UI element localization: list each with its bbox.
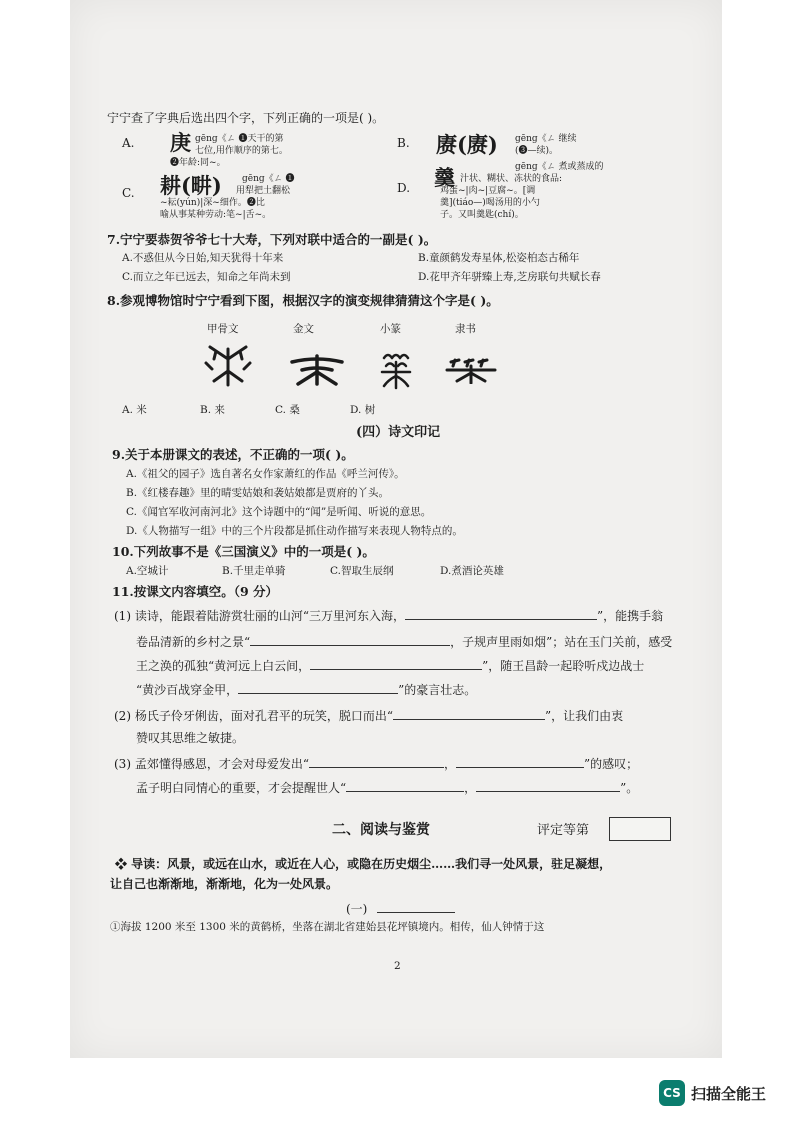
q6-option-b-line2: (❸—续)。	[515, 146, 559, 156]
blank-4[interactable]	[238, 680, 398, 694]
camscanner-brand-text: 扫描全能王	[691, 1085, 767, 1103]
q10-option-c: C.智取生辰纲	[330, 565, 394, 577]
camscanner-logo-icon: CS	[659, 1080, 685, 1106]
q6-stem: 宁宁查了字典后选出四个字，下列正确的一项是( )。	[107, 111, 385, 125]
q6-option-a-char: 庚	[170, 130, 191, 155]
q9-stem: 9.关于本册课文的表述，不正确的一项( )。	[112, 447, 354, 462]
blank-2[interactable]	[250, 632, 450, 646]
q11-p3-line1	[114, 754, 638, 772]
q6-option-c-letter: C.	[122, 186, 135, 200]
q11-p1-line2-text-b: ，子规声里雨如烟”；站在玉门关前，感受	[450, 635, 673, 649]
q11-p1-line4-text-b: ”的豪言壮志。	[398, 683, 477, 697]
page-number: 2	[394, 960, 401, 972]
q6-option-a-line1: gēng《ㄥ ❶天干的第	[195, 134, 284, 144]
q11-stem: 11.按课文内容填空。（9 分）	[112, 584, 279, 599]
q6-option-c-line2: 用犁把土翻松	[236, 186, 291, 196]
q7-option-b: B.童颜鹤发寿星体,松姿柏态古稀年	[418, 252, 580, 264]
q8-option-d: D. 树	[350, 404, 376, 416]
q6-option-a-line3: ❷年龄:同~。	[170, 158, 226, 168]
q6-option-d-line2: 汁状、糊状、冻状的食品:	[460, 174, 563, 184]
q11-p1-line1-end: ”，能携手翁	[596, 609, 664, 623]
q11-p1-line2	[136, 632, 672, 650]
blank-1[interactable]	[405, 606, 597, 620]
q8-label-seal: 小篆	[380, 323, 401, 335]
section-title-poetry: (四）诗文印记	[356, 425, 441, 440]
q9-option-b: B.《红楼春趣》里的晴雯姑娘和袭姑娘都是贾府的丫头。	[126, 487, 390, 499]
blank-7[interactable]	[456, 754, 584, 768]
q11-p1-line2-text-a: 卷品清新的乡村之景“	[136, 635, 251, 649]
q6-option-a-letter: A.	[122, 136, 135, 150]
q11-p3-line2	[136, 778, 638, 796]
q11-p1-line3-text-b: ”，随王昌龄一起聆听戍边战士	[482, 659, 645, 673]
q7-option-c: C.而立之年已远去，知命之年尚未到	[122, 271, 291, 283]
oracle-bone-glyph-icon	[200, 345, 256, 387]
q6-option-c-line1: gēng《ㄥ ❶	[242, 174, 295, 184]
q6-option-c-line3: ~耘(yún)|深~细作。❷比	[160, 198, 265, 208]
q6-option-d-char: 羹	[434, 165, 455, 190]
q7-option-a: A.不惑但从今日始,知天犹得十年来	[122, 252, 284, 264]
q8-option-a: A. 米	[122, 404, 147, 416]
q8-label-oracle: 甲骨文	[207, 323, 239, 335]
q6-option-d-line3: 鸡蛋~|肉~|豆腐~。[调	[440, 186, 536, 196]
q9-option-a: A.《祖父的园子》选自著名女作家萧红的作品《呼兰河传》。	[126, 468, 405, 480]
q6-option-d-line5: 子。又叫羹匙(chí)。	[440, 210, 524, 220]
reading1-title-label: (一)	[346, 902, 368, 916]
q6-option-b-letter: B.	[397, 136, 410, 150]
q11-p1-line4-text-a: “黄沙百战穿金甲，	[136, 683, 239, 697]
q11-p2-line1-text-b: ”，让我们由衷	[544, 709, 624, 723]
q11-p1-line1	[114, 606, 663, 624]
reading1-title-blank[interactable]	[377, 899, 455, 913]
part2-title: 二、阅读与鉴赏	[332, 822, 430, 838]
q7-stem: 7.宁宁要恭贺爷爷七十大寿，下列对联中适合的一副是( )。	[107, 232, 437, 247]
q11-p1-line3	[136, 656, 644, 674]
q11-p3-line1-end: ”的感叹；	[583, 757, 639, 771]
q11-p3-line2-comma: ，	[464, 781, 477, 795]
q7-option-d: D.花甲齐年骈臻上寿,芝房联句共赋长春	[418, 271, 601, 283]
q6-option-d-line1: gēng《ㄥ 煮或蒸成的	[515, 162, 604, 172]
bronze-inscription-glyph-icon	[288, 352, 346, 386]
q8-label-clerical: 隶书	[455, 323, 476, 335]
blank-5[interactable]	[393, 706, 545, 720]
reading1-title	[346, 899, 455, 917]
q9-option-c: C.《闻官军收河南河北》这个诗题中的“闻”是听闻、听说的意思。	[126, 506, 432, 518]
reading1-paragraph1: ①海拔 1200 米至 1300 米的黄鹤桥，坐落在湖北省建始县花坪镇境内。相传，仙人钟情于这	[110, 921, 545, 933]
q11-p1-line1-text: (1) 读诗，能跟着陆游赏壮丽的山河“三万里河东入海，	[114, 609, 405, 623]
q8-option-b: B. 来	[200, 404, 225, 416]
q8-stem: 8.参观博物馆时宁宁看到下图，根据汉字的演变规律猜猜这个字是( )。	[107, 293, 499, 308]
q10-option-a: A.空城计	[126, 565, 169, 577]
q11-p2-line1-text-a: (2) 杨氏子伶牙俐齿，面对孔君平的玩笑，脱口而出“	[114, 709, 393, 723]
blank-8[interactable]	[346, 778, 464, 792]
q11-p1-line3-text-a: 王之涣的孤独“黄河远上白云间，	[136, 659, 311, 673]
q10-option-d: D.煮酒论英雄	[440, 565, 504, 577]
q11-p2-line1	[114, 706, 623, 724]
blank-3[interactable]	[310, 656, 482, 670]
blank-9[interactable]	[476, 778, 620, 792]
q6-option-d-line4: 羹](tiáo—)喝汤用的小勺	[440, 198, 540, 208]
q6-option-c-line4: 喻从事某种劳动:笔~|舌~。	[160, 210, 272, 220]
blank-6[interactable]	[309, 754, 444, 768]
q6-option-b-char: 赓(赓)	[436, 132, 498, 157]
q6-option-a-line2: 七位,用作顺序的第七。	[195, 146, 288, 156]
q8-option-c: C. 桑	[275, 404, 300, 416]
q6-option-c-char: 耕(畊)	[160, 173, 222, 198]
q10-option-b: B.千里走单骑	[222, 565, 286, 577]
q11-p3-line2-end: ”。	[620, 781, 639, 795]
q11-p1-line4	[136, 680, 476, 698]
q6-option-d-letter: D.	[397, 181, 411, 195]
q11-p3-line1-comma: ，	[443, 757, 456, 771]
intro-line1: ❖ 导读：风景，或远在山水，或近在人心，或隐在历史烟尘……我们寻一处风景，驻足凝想，	[115, 857, 612, 871]
q8-label-bronze: 金文	[293, 323, 314, 335]
q10-stem: 10.下列故事不是《三国演义》中的一项是( )。	[112, 544, 375, 559]
intro-line2: 让自己也渐渐地，渐渐地，化为一处风景。	[110, 877, 339, 891]
q6-option-b-line1: gēng《ㄥ 继续	[515, 134, 577, 144]
small-seal-glyph-icon	[378, 350, 414, 390]
q9-option-d: D.《人物描写一组》中的三个片段都是抓住动作描写来表现人物特点的。	[126, 525, 463, 537]
grade-box[interactable]	[609, 817, 671, 841]
q11-p3-line2-text-a: 孟子明白同情心的重要，才会提醒世人“	[136, 781, 347, 795]
q11-p3-line1-text-a: (3) 孟郊懂得感恩，才会对母爱发出“	[114, 757, 309, 771]
q11-p2-line2: 赞叹其思维之敏捷。	[136, 731, 245, 745]
grade-label: 评定等第	[537, 823, 590, 838]
clerical-script-glyph-icon	[445, 356, 497, 384]
